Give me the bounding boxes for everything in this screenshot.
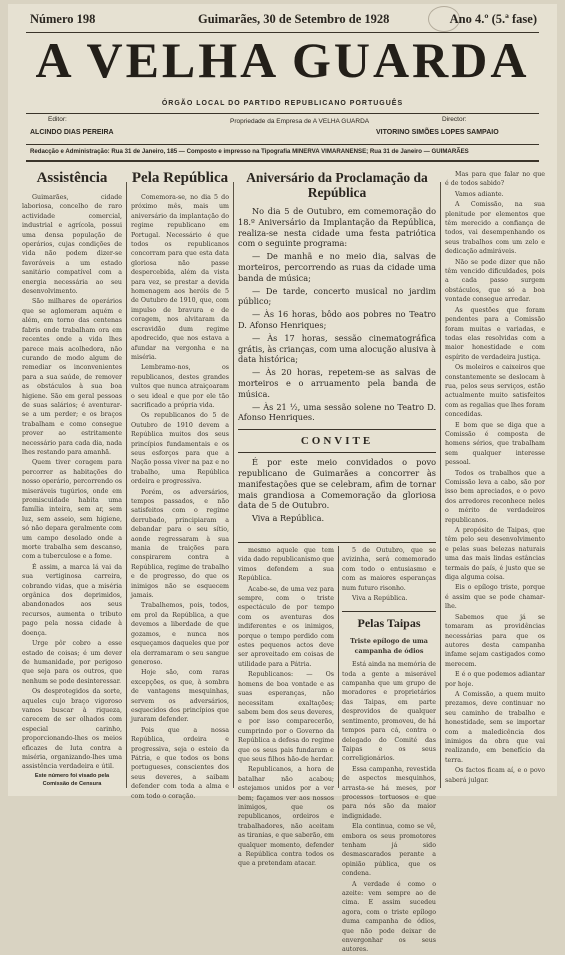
paragraph: É assim, a marca lá vai da sua vertiginosa carreira, cobrando vidas, que a miséria orgânica dos deprimidos, abandonados aos seus recursos, aumenta o tributo pago pela nossa cidade à doença.: [22, 563, 122, 637]
program-item: — Às 16 horas, bôdo aos pobres no Teatro D. Afonso Henriques;: [238, 309, 436, 330]
issue-date: Guimarães, 30 de Setembro de 1928: [198, 12, 390, 26]
paragraph: 5 de Outubro, que se avizinha, será comemorado com todo o entusiasmo e com as maiores esperanças num futuro risonho.: [342, 547, 436, 592]
paragraph: Os factos ficam aí, e o povo saberá julgar.: [445, 767, 545, 784]
article-title-assistencia: Assistência: [36, 170, 108, 186]
paragraph: Republicanos: — Os homens de boa vontade e as suas esperanças, não necessitam exaltações; sabem bem dos seus deveres, e por isso comparecerão, cumprindo por o Governo da República a defesa do regime que os seus pais fundaram e que seus filhos hão-de herdar.: [238, 671, 334, 763]
paragraph: Pois que a nossa República, ordeira e progressiva, seja o esteio da Pátria, e que todos os bons portugueses, conscientes dos seus deveres, a saibam defender com toda a alma e com todo o coração.: [131, 726, 229, 800]
editor-name: ALCINDO DIAS PEREIRA: [30, 129, 114, 136]
article-body-lower-3: [238, 546, 334, 869]
paragraph: Quem tiver coragem para percorrer as habitações do nosso operário, percorrendo os miseráveis tugúrios, onde em promiscuidade habita uma família inteira, sem ar, sem luz, sem asseio, sem higiene, só não depara geralmente com um campo desolado onde a morte trabalha sem descanso, com a tuberculose e a fome.: [22, 459, 122, 561]
column-divider: [338, 546, 339, 788]
column-right: [445, 170, 545, 788]
paragraph: E bom que se diga que a Comissão é composta de homens sérios, que trabalham sem qualquer interesse pessoal.: [445, 421, 545, 467]
paragraph: Viva a República.: [252, 513, 325, 524]
program-item: — De manhã e no meio dia, salvas de morteiros, percorrendo as ruas da cidade uma banda de música;: [238, 251, 436, 283]
paragraph: Urge pôr cobro a esse estado de coisas; é um dever de humanidade, por perigoso que seja para os outros, que nenhum se pode desinteressar.: [22, 640, 122, 685]
convite-body: [238, 457, 436, 524]
paragraph: Hoje são, com raras excepções, os que, à sombra de vantagens mesquinhas, servem os adversários, esquecidos dos princípios que juraram defender.: [131, 669, 229, 724]
issue-year: Ano 4.º (5.ª fase): [449, 12, 537, 26]
header-rule-bottom: [26, 160, 539, 162]
article-body-lower-4: [342, 546, 436, 603]
paragraph: A verdade é como o azeite: vem sempre ao de cima. E assim sucedeu agora, com o triste epílogo duma campanha de ódios, que não pode deixar de envergonhar os seus autores.: [342, 880, 436, 954]
paragraph: São milhares de operários que se aglomeram aquém e além, em torno das centenas fabris onde trabalham ora em recentes onde a vida lhes parece mais acolhedora, não curando de modo algum de remediar os inconvenientes para a sua saúde, de remover as obstáculos à sua boa higiene. São em geral pessoas de suas salários; é aventurar-se a um perder; e os braços trabalham e como consegue prover ao estritamente necessário para cada dia, nada lhes restando para amanhã.: [22, 298, 122, 456]
paragraph: Mas para que falar no que é de todos sabido?: [445, 171, 545, 188]
program-item: — Às 17 horas, sessão cinematográfica grátis, às crianças, com uma alocução alusiva à data histórica;: [238, 332, 436, 365]
column-lower-3: [238, 546, 335, 868]
header-rule-mid: [26, 113, 539, 114]
paragraph: No dia 5 de Outubro, em comemoração do 18.º Aniversário da Implantação da República, realiza-se nesta cidade uma festa patriótica com o seguinte programa:: [238, 206, 436, 249]
column-divider: [233, 182, 234, 788]
paragraph: A propósito de Taipas, que têm pelo seu desenvolvimento e pelas suas belezas naturais uma das mais lindas estâncias termais do país, é justo que se diga alguma coisa.: [445, 527, 545, 582]
paragraph: Eis o epílogo triste, porque é assim que se pode chamar-lhe.: [445, 584, 545, 611]
article-title-aniversario: Aniversário da Proclamação da República: [246, 170, 428, 200]
paragraph: Ela continua, como se vê, embora os seus promotores tenham já sido desmascarados perante a opinião pública, que os condena.: [342, 823, 436, 878]
issue-number: Número 198: [30, 12, 96, 26]
program-item: — Às 21 ½, uma sessão solene no Teatro D. Afonso Henriques.: [238, 401, 436, 423]
director-name: VITORINO SIMÕES LOPES SAMPAIO: [376, 129, 499, 136]
paragraph: Comemora-se, no dia 5 do próximo mês, mais um aniversário da implantação do regime republicano em Portugal. Necessário é que todos os republicanos concorram para que esta data gloriosa não passe despercebida, além da vista para vez, se prestar a devida homenagem aos heróis de 5 de Outubro de 1910, que, com impulso de bravura e de coragem, nos alvitaram da escravidão dum regime apodrecido, que nos estava a afundar na vergonha e na miséria.: [131, 194, 229, 361]
program-item: — De tarde, concerto musical no jardim público;: [238, 285, 436, 307]
header-rule-credits: [26, 144, 539, 145]
censorship-note: Este número foi visado pela Comissão de Censura: [22, 772, 122, 788]
column-lower-4: [342, 546, 436, 954]
paragraph: É por este meio convidados o povo republicano de Guimarães a concorrer às manifestações que se celebram, afim de tornar mais grandiosa a Comemoração da gloriosa data de 5 de Outubro.: [238, 457, 436, 511]
convite-heading: CONVITE: [238, 429, 436, 453]
director-label: Director:: [442, 116, 467, 123]
paragraph: Os republicanos do 5 de Outubro de 1910 devem a República muitos dos seus princípios fundamentais e os seus esforços para que a Nação possa viver na paz e no trabalho, uma República ordeira e progressiva.: [131, 412, 229, 486]
column-divider: [126, 182, 127, 788]
editor-label: Editor:: [48, 116, 67, 123]
paragraph: Republicanos, a hora de batalhar não acabou; estejamos unidos por a ver bem; façamos ver aos nossos inimigos, que os republicanos, ordeiros e trabalhadores, não aceitam as tiranias, e que saberão, em qualquer momento, defender a República contra todos os que a pretendam atacar.: [238, 766, 334, 868]
article-body-aniversario: [238, 206, 436, 423]
paragraph: Lembramo-nos, os republicanos, destes grandes vultos que nunca atraiçoaram o seu ideal e que por ele tão sacrificado a própria vida.: [131, 364, 229, 409]
paragraph: Essa campanha, revestida de aspectos mesquinhos, arrasta-se há meses, por processos tortuosos e que para nós são da maior indignidade.: [342, 765, 436, 820]
paragraph: Porém, os adversários, tempos passados, e não satisfeitos com o regime derrubado, principiaram a debandar para o seu sítio, aonde regressaram à sua mania de traições para conspirarem contra a República, regime de trabalho e de progresso, do que os inimigos não se esquecem jamais.: [131, 488, 229, 600]
masthead-title: A VELHA GUARDA: [35, 32, 530, 88]
paragraph: Todos os trabalhos que a Comissão leva a cabo, são por isso bem apreciados, e o povo dos arredores reconhece neles o mérito de verdadeiros republicanos.: [445, 469, 545, 524]
paragraph: Trabalhemos, pois, todos, em prol da República, a que devemos a liberdade de que gozamos, e nunca nos esqueçamos daqueles que por ela derramaram o seu sangue generoso.: [131, 602, 229, 666]
header-credits: [30, 116, 539, 142]
program-item: — Às 20 horas, repetem-se as salvas de morteiros e o arruamento pela banda de música.: [238, 367, 436, 399]
column-divider: [440, 182, 441, 788]
article-aniversario: [238, 168, 436, 538]
paragraph: mesmo aquele que tem vida dado republicanismo que vimos defendem a sua República.: [238, 547, 335, 583]
article-body-pelas-taipas: [342, 660, 436, 955]
article-subtitle-pelas-taipas: Triste epílogo de uma campanha de ódios: [350, 637, 428, 655]
paragraph: Os desprotegidos da sorte, aqueles cujo braço vigoroso vamos buscar à riqueza, carecem de ser olhados com especial carinho, proporcionando-lhes os meios eficazes de luta contra a miséria, organizando-lhes uma assistência verdadeira e útil.: [22, 688, 122, 771]
paragraph: A Comissão, na sua plenitude por elementos que têm merecido a confiança de todos, vai desempenhando os seus trabalhos com um zelo e dedicação admiráveis.: [445, 201, 545, 256]
paragraph: E é o que podemos adiantar por hoje.: [445, 671, 545, 688]
owner-line: Propriedade da Empresa de A VELHA GUARDA: [230, 118, 370, 125]
section-rule: [238, 542, 436, 543]
redacao-text: Redacção e Administração: Rua 31 de Janeiro, 185 — Composto e impresso na Tipografia MINERVA VIMARANENSE; Rua 31 de Janeiro — GUIMARÃES: [30, 148, 469, 155]
paragraph: Vamos adiante.: [455, 190, 504, 198]
newspaper-page: [8, 4, 557, 954]
paragraph: Os moleiros e caixeiros que constantemente se deslocam à rua, pelos seus serviços, estão actualmente muito satisfeitos com as regalias que lhes foram concedidas.: [445, 364, 545, 419]
paragraph: Viva a República.: [352, 595, 408, 603]
paragraph: Guimarães, cidade laboriosa, concelho de raro actividade comercial, industrial e agrícola, possui uma densa população de operários, cujas condições de vida não podem dizer-se favoráveis a um estado sanitário compatível com a energia necessária ao seu desenvolvimento.: [22, 194, 122, 296]
article-body-pela-republica: [131, 193, 229, 801]
paragraph: Acabe-se, de uma vez para sempre, com o triste espectáculo de por tempo com os aventuras dos indiferentes e os inimigos, porque o tempo perdido com estes pequenos actos deve ser aproveitado em coisas de utilidade para a Pátria.: [238, 585, 334, 668]
paragraph: A Comissão, a quem muito prezamos, deve continuar no seu caminho de trabalho e honestidade, sem se importar com a maledicência dos inimigos da obra que vai realizando, em benefício da terra.: [445, 690, 545, 764]
paragraph: Está ainda na memória de toda a gente a miserável campanha que um grupo de moradores e proprietários das Taipas, em parte desprovidos de qualquer sentimento, promoveu, de há tempos para cá, contra o delegado do Comité das Taipas e os seus correligionários.: [342, 661, 436, 763]
column-pela-republica: [131, 168, 229, 800]
paragraph: Não se pode dizer que não têm vencido dificuldades, pois a cada passo surgem obstáculos, que só a boa vontade consegue arredar.: [445, 258, 545, 304]
article-title-pela-republica: Pela República: [131, 170, 229, 186]
paragraph: As questões que foram pendentes para a Comissão foram muitas e variadas, e todas elas resolvidas com a maior honestidade e com espírito de verdadeira justiça.: [445, 306, 545, 361]
article-title-pelas-taipas: Pelas Taipas: [342, 611, 436, 631]
article-body-assistencia: [22, 193, 122, 772]
masthead-subtitle: ÓRGÃO LOCAL DO PARTIDO REPUBLICANO PORTUGUÊS: [161, 100, 404, 107]
article-body-right: [445, 170, 545, 785]
paragraph: Sabemos que já se tomaram as providências necessárias para que os autores desta campanha infame sejam castigados como merecem.: [445, 613, 545, 668]
column-assistencia: [22, 168, 122, 788]
header-top-line: [8, 6, 557, 32]
